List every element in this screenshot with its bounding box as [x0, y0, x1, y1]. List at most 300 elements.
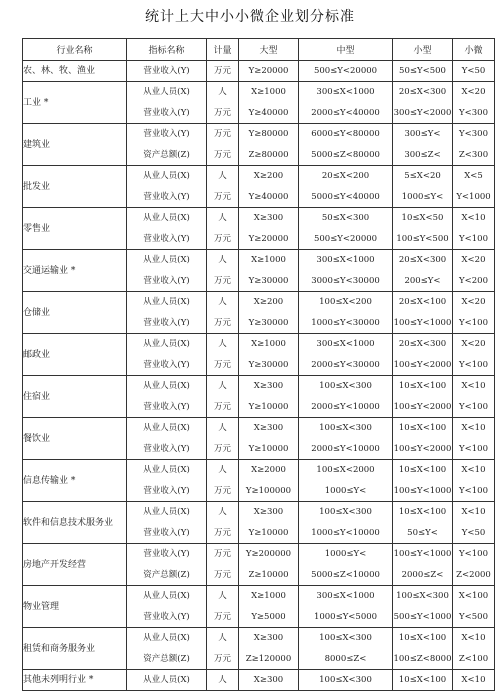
- header-indicator: 指标名称: [127, 39, 207, 61]
- unit-line: 人: [218, 213, 227, 224]
- indicator-line: 从业人员(X): [143, 297, 190, 308]
- micro-cell: [453, 208, 495, 250]
- indicator-line: 营业收入(Y): [143, 233, 190, 244]
- micro-line: X<20: [461, 255, 486, 266]
- large-line: X≥2000: [251, 465, 286, 476]
- industry-name-cell: 住宿业: [23, 376, 127, 418]
- indicator-line: 从业人员(X): [143, 255, 190, 266]
- indicator-line: 资产总额(Z): [143, 569, 190, 580]
- micro-cell: [453, 250, 495, 292]
- medium-cell: [299, 376, 393, 418]
- micro-cell: [453, 376, 495, 418]
- unit-line: 人: [218, 591, 227, 602]
- micro-cell: [453, 292, 495, 334]
- micro-line: Y<500: [459, 611, 488, 622]
- industry-name-cell: 信息传输业 *: [23, 460, 127, 502]
- indicator-line: 资产总额(Z): [143, 653, 190, 664]
- medium-cell: [299, 460, 393, 502]
- large-line: Y≥20000: [248, 233, 289, 244]
- indicator-cell: [127, 376, 207, 418]
- medium-line: 500≤Y<20000: [313, 66, 378, 76]
- medium-cell: [299, 124, 393, 166]
- industry-name-cell: 零售业: [23, 208, 127, 250]
- large-line: Z≥80000: [248, 149, 289, 160]
- small-cell: [393, 460, 453, 502]
- unit-line: 人: [218, 255, 227, 266]
- micro-cell: [453, 460, 495, 502]
- header-large: 大型: [239, 39, 299, 61]
- large-cell: [239, 292, 299, 334]
- indicator-line: 营业收入(Y): [143, 527, 190, 538]
- small-line: 10≤X<100: [398, 381, 447, 392]
- medium-line: 300≤X<1000: [316, 255, 375, 266]
- micro-line: X<10: [461, 633, 486, 644]
- small-line: 100≤X<300: [396, 591, 449, 602]
- micro-line: X<10: [461, 423, 486, 434]
- unit-cell: [207, 334, 239, 376]
- small-line: 100≤Y<2000: [393, 359, 452, 370]
- unit-line: 人: [218, 339, 227, 350]
- table-row: [23, 61, 495, 82]
- micro-line: Z<100: [458, 653, 489, 664]
- large-cell: [239, 334, 299, 376]
- unit-cell: [207, 61, 239, 82]
- table-header: [23, 39, 495, 61]
- indicator-cell: [127, 670, 207, 691]
- indicator-cell: [127, 124, 207, 166]
- unit-cell: [207, 250, 239, 292]
- indicator-cell: [127, 61, 207, 82]
- unit-cell: [207, 124, 239, 166]
- micro-cell: [453, 124, 495, 166]
- micro-line: X<10: [461, 213, 486, 224]
- unit-line: 人: [218, 507, 227, 518]
- large-cell: [239, 544, 299, 586]
- indicator-line: 营业收入(Y): [143, 401, 190, 412]
- small-line: 100≤Y<2000: [393, 443, 452, 454]
- unit-line: 万元: [213, 233, 231, 244]
- small-line: 5≤X<20: [404, 171, 441, 182]
- small-line: 300≤Z<: [404, 149, 441, 160]
- large-line: X≥1000: [251, 255, 286, 266]
- small-cell: [393, 418, 453, 460]
- small-line: 300≤Y<2000: [393, 107, 452, 118]
- unit-line: 万元: [213, 359, 231, 370]
- micro-line: Y<200: [459, 275, 488, 286]
- micro-line: Y<50: [461, 527, 486, 538]
- medium-line: 6000≤Y<80000: [311, 129, 380, 140]
- small-line: 20≤X<300: [398, 255, 447, 266]
- indicator-cell: [127, 418, 207, 460]
- large-line: X≥300: [253, 633, 284, 644]
- small-cell: [393, 124, 453, 166]
- medium-line: 2000≤Y<30000: [311, 359, 380, 370]
- small-line: 100≤Y<1000: [393, 317, 452, 328]
- micro-line: X<10: [461, 507, 486, 518]
- indicator-cell: [127, 628, 207, 670]
- micro-cell: [453, 166, 495, 208]
- indicator-cell: [127, 502, 207, 544]
- table-row: [23, 460, 495, 502]
- large-line: Z≥10000: [248, 569, 289, 580]
- large-line: X≥1000: [251, 339, 286, 350]
- unit-line: 人: [218, 87, 227, 98]
- large-cell: [239, 124, 299, 166]
- large-line: Y≥40000: [248, 191, 289, 202]
- industry-name-cell: 建筑业: [23, 124, 127, 166]
- small-line: 20≤X<300: [398, 339, 447, 350]
- medium-line: 5000≤Z<10000: [311, 569, 380, 580]
- unit-cell: [207, 460, 239, 502]
- micro-line: X<10: [461, 675, 486, 685]
- indicator-line: 从业人员(X): [143, 381, 190, 392]
- small-line: 10≤X<100: [398, 633, 447, 644]
- indicator-cell: [127, 208, 207, 250]
- micro-cell: [453, 670, 495, 691]
- large-line: Y≥30000: [248, 275, 289, 286]
- small-cell: [393, 208, 453, 250]
- medium-cell: [299, 292, 393, 334]
- industry-name-cell: 批发业: [23, 166, 127, 208]
- small-line: 10≤X<100: [398, 423, 447, 434]
- indicator-line: 从业人员(X): [143, 507, 190, 518]
- unit-line: 万元: [213, 149, 231, 160]
- medium-line: 300≤X<1000: [316, 591, 375, 602]
- medium-line: 100≤X<200: [319, 297, 372, 308]
- medium-line: 5000≤Z<80000: [311, 149, 380, 160]
- indicator-line: 资产总额(Z): [143, 149, 190, 160]
- small-line: 300≤Y<: [404, 129, 441, 140]
- medium-line: 300≤X<1000: [316, 339, 375, 350]
- medium-cell: [299, 502, 393, 544]
- large-line: Y≥100000: [245, 485, 292, 496]
- micro-line: Y<100: [459, 317, 488, 328]
- unit-line: 万元: [213, 485, 231, 496]
- table-row: [23, 628, 495, 670]
- medium-line: 5000≤Y<40000: [311, 191, 380, 202]
- micro-line: X<20: [461, 297, 486, 308]
- large-line: Y≥30000: [248, 317, 289, 328]
- small-cell: [393, 166, 453, 208]
- unit-cell: [207, 544, 239, 586]
- unit-cell: [207, 292, 239, 334]
- table-row: [23, 250, 495, 292]
- medium-line: 8000≤Z<: [324, 653, 367, 664]
- large-line: X≥300: [253, 675, 284, 685]
- medium-line: 2000≤Y<40000: [311, 107, 380, 118]
- large-cell: [239, 586, 299, 628]
- small-cell: [393, 292, 453, 334]
- small-line: 10≤X<100: [398, 507, 447, 518]
- medium-line: 50≤X<300: [321, 213, 370, 224]
- indicator-line: 从业人员(X): [143, 213, 190, 224]
- indicator-line: 营业收入(Y): [143, 129, 190, 140]
- table-row: [23, 544, 495, 586]
- industry-name-cell: 农、林、牧、渔业: [23, 61, 127, 82]
- large-line: Y≥10000: [248, 443, 289, 454]
- unit-line: 万元: [213, 317, 231, 328]
- unit-line: 人: [218, 465, 227, 476]
- large-line: X≥1000: [251, 591, 286, 602]
- industry-name-cell: 房地产开发经营: [23, 544, 127, 586]
- medium-line: 1000≤Y<10000: [311, 527, 380, 538]
- micro-cell: [453, 544, 495, 586]
- unit-cell: [207, 166, 239, 208]
- industry-name-cell: 交通运输业 *: [23, 250, 127, 292]
- large-cell: [239, 376, 299, 418]
- medium-line: 1000≤Y<30000: [311, 317, 380, 328]
- indicator-cell: [127, 250, 207, 292]
- indicator-line: 从业人员(X): [143, 87, 190, 98]
- industry-name-cell: 仓储业: [23, 292, 127, 334]
- indicator-line: 从业人员(X): [143, 465, 190, 476]
- micro-cell: [453, 61, 495, 82]
- micro-line: Y<1000: [456, 191, 491, 202]
- indicator-cell: [127, 82, 207, 124]
- medium-line: 3000≤Y<30000: [311, 275, 380, 286]
- large-line: X≥200: [253, 297, 284, 308]
- unit-line: 万元: [213, 191, 231, 202]
- unit-cell: [207, 376, 239, 418]
- large-line: Y≥200000: [245, 549, 292, 560]
- small-line: 50≤Y<500: [399, 66, 446, 76]
- micro-line: Y<50: [461, 66, 486, 76]
- header-micro: 小微: [453, 39, 495, 61]
- medium-line: 1000≤Y<5000: [313, 611, 378, 622]
- small-cell: [393, 61, 453, 82]
- large-line: Y≥10000: [248, 527, 289, 538]
- unit-cell: [207, 502, 239, 544]
- unit-cell: [207, 82, 239, 124]
- small-line: 100≤Z<8000: [393, 653, 452, 664]
- indicator-line: 从业人员(X): [143, 339, 190, 350]
- unit-line: 人: [218, 381, 227, 392]
- indicator-line: 从业人员(X): [143, 591, 190, 602]
- indicator-line: 营业收入(Y): [143, 611, 190, 622]
- medium-cell: [299, 250, 393, 292]
- unit-cell: [207, 628, 239, 670]
- small-line: 10≤X<100: [398, 465, 447, 476]
- indicator-line: 从业人员(X): [143, 675, 190, 685]
- header-industry: 行业名称: [23, 39, 127, 61]
- large-cell: [239, 418, 299, 460]
- large-cell: [239, 82, 299, 124]
- unit-line: 人: [218, 297, 227, 308]
- industry-name-cell: 餐饮业: [23, 418, 127, 460]
- large-line: Y≥80000: [248, 129, 289, 140]
- indicator-line: 营业收入(Y): [143, 317, 190, 328]
- unit-line: 万元: [213, 653, 231, 664]
- small-line: 20≤X<300: [398, 87, 447, 98]
- unit-cell: [207, 670, 239, 691]
- table-row: [23, 124, 495, 166]
- small-cell: [393, 334, 453, 376]
- small-line: 20≤X<100: [398, 297, 447, 308]
- table-row: [23, 82, 495, 124]
- indicator-cell: [127, 586, 207, 628]
- header-medium: 中型: [299, 39, 393, 61]
- medium-line: 2000≤Y<10000: [311, 401, 380, 412]
- large-line: X≥200: [253, 171, 284, 182]
- indicator-line: 营业收入(Y): [143, 275, 190, 286]
- header-small: 小型: [393, 39, 453, 61]
- large-line: X≥300: [253, 213, 284, 224]
- industry-name-cell: 其他未列明行业 *: [23, 670, 127, 691]
- indicator-line: 营业收入(Y): [143, 549, 190, 560]
- micro-cell: [453, 82, 495, 124]
- table-row: [23, 292, 495, 334]
- micro-cell: [453, 586, 495, 628]
- small-line: 500≤Y<1000: [393, 611, 452, 622]
- unit-cell: [207, 208, 239, 250]
- micro-line: X<10: [461, 465, 486, 476]
- micro-cell: [453, 418, 495, 460]
- micro-line: X<5: [464, 171, 483, 182]
- table-row: [23, 418, 495, 460]
- unit-line: 人: [218, 633, 227, 644]
- indicator-line: 从业人员(X): [143, 171, 190, 182]
- indicator-line: 营业收入(Y): [143, 359, 190, 370]
- micro-line: Y<100: [459, 443, 488, 454]
- small-cell: [393, 250, 453, 292]
- industry-name-cell: 工业 *: [23, 82, 127, 124]
- micro-line: Y<100: [459, 485, 488, 496]
- unit-line: 万元: [213, 569, 231, 580]
- table-row: [23, 208, 495, 250]
- medium-line: 100≤X<300: [319, 423, 372, 434]
- medium-line: 100≤X<2000: [316, 465, 375, 476]
- large-cell: [239, 670, 299, 691]
- small-line: 200≤Y<: [404, 275, 441, 286]
- industry-name-cell: 租赁和商务服务业: [23, 628, 127, 670]
- medium-cell: [299, 544, 393, 586]
- unit-line: 人: [218, 171, 227, 182]
- micro-line: Z<2000: [456, 569, 491, 580]
- unit-line: 万元: [213, 443, 231, 454]
- medium-cell: [299, 166, 393, 208]
- micro-line: Y<300: [459, 129, 488, 140]
- medium-line: 2000≤Y<10000: [311, 443, 380, 454]
- micro-line: X<20: [461, 339, 486, 350]
- large-cell: [239, 628, 299, 670]
- large-line: Z≥120000: [245, 653, 292, 664]
- small-line: 1000≤Y<: [401, 191, 444, 202]
- large-cell: [239, 460, 299, 502]
- medium-cell: [299, 82, 393, 124]
- indicator-line: 营业收入(Y): [143, 66, 190, 76]
- classification-table: [22, 38, 495, 691]
- large-line: Y≥30000: [248, 359, 289, 370]
- small-line: 2000≤Z<: [401, 569, 444, 580]
- medium-line: 100≤X<300: [319, 675, 372, 685]
- medium-cell: [299, 418, 393, 460]
- indicator-cell: [127, 292, 207, 334]
- micro-line: X<20: [461, 87, 486, 98]
- unit-line: 万元: [213, 611, 231, 622]
- unit-line: 人: [218, 675, 227, 685]
- micro-line: Y<100: [459, 401, 488, 412]
- large-line: X≥300: [253, 381, 284, 392]
- large-line: X≥1000: [251, 87, 286, 98]
- header-unit: 计量: [207, 39, 239, 61]
- medium-line: 300≤X<1000: [316, 87, 375, 98]
- medium-line: 100≤X<300: [319, 633, 372, 644]
- indicator-line: 营业收入(Y): [143, 443, 190, 454]
- indicator-line: 营业收入(Y): [143, 485, 190, 496]
- unit-cell: [207, 418, 239, 460]
- large-cell: [239, 166, 299, 208]
- indicator-line: 营业收入(Y): [143, 107, 190, 118]
- micro-line: X<10: [461, 381, 486, 392]
- small-cell: [393, 670, 453, 691]
- unit-line: 万元: [213, 549, 231, 560]
- large-line: X≥300: [253, 507, 284, 518]
- small-line: 100≤Y<2000: [393, 401, 452, 412]
- unit-line: 万元: [213, 527, 231, 538]
- small-line: 50≤Y<: [407, 527, 438, 538]
- page-title: 统计上大中小小微企业划分标准: [145, 9, 355, 25]
- unit-line: 万元: [213, 275, 231, 286]
- small-line: 100≤Y<1000: [393, 549, 452, 560]
- medium-cell: [299, 61, 393, 82]
- medium-line: 20≤X<200: [321, 171, 370, 182]
- indicator-cell: [127, 544, 207, 586]
- indicator-cell: [127, 460, 207, 502]
- table-row: [23, 166, 495, 208]
- micro-line: Y<100: [459, 549, 488, 560]
- unit-line: 人: [218, 423, 227, 434]
- header-row: [23, 39, 495, 61]
- large-cell: [239, 250, 299, 292]
- small-cell: [393, 502, 453, 544]
- medium-line: 100≤X<300: [319, 381, 372, 392]
- industry-name-cell: 软件和信息技术服务业: [23, 502, 127, 544]
- table-row: [23, 670, 495, 691]
- indicator-line: 从业人员(X): [143, 633, 190, 644]
- micro-cell: [453, 334, 495, 376]
- table-body: [23, 61, 495, 691]
- large-line: X≥300: [253, 423, 284, 434]
- table-row: [23, 376, 495, 418]
- indicator-cell: [127, 166, 207, 208]
- small-line: 10≤X<100: [398, 675, 447, 685]
- micro-line: Y<100: [459, 359, 488, 370]
- medium-line: 100≤X<300: [319, 507, 372, 518]
- large-line: Y≥20000: [248, 66, 289, 76]
- medium-line: 1000≤Y<: [324, 485, 367, 496]
- table-row: [23, 586, 495, 628]
- medium-cell: [299, 586, 393, 628]
- medium-line: 1000≤Y<: [324, 549, 367, 560]
- micro-line: Y<100: [459, 233, 488, 244]
- indicator-line: 营业收入(Y): [143, 191, 190, 202]
- table-row: [23, 334, 495, 376]
- small-cell: [393, 376, 453, 418]
- small-cell: [393, 82, 453, 124]
- small-line: 10≤X<50: [401, 213, 444, 224]
- small-cell: [393, 628, 453, 670]
- medium-cell: [299, 670, 393, 691]
- large-line: Y≥40000: [248, 107, 289, 118]
- unit-cell: [207, 586, 239, 628]
- micro-line: Y<300: [459, 107, 488, 118]
- large-line: Y≥5000: [251, 611, 286, 622]
- large-cell: [239, 502, 299, 544]
- medium-line: 500≤Y<20000: [313, 233, 378, 244]
- small-cell: [393, 544, 453, 586]
- small-line: 100≤Y<1000: [393, 485, 452, 496]
- indicator-line: 从业人员(X): [143, 423, 190, 434]
